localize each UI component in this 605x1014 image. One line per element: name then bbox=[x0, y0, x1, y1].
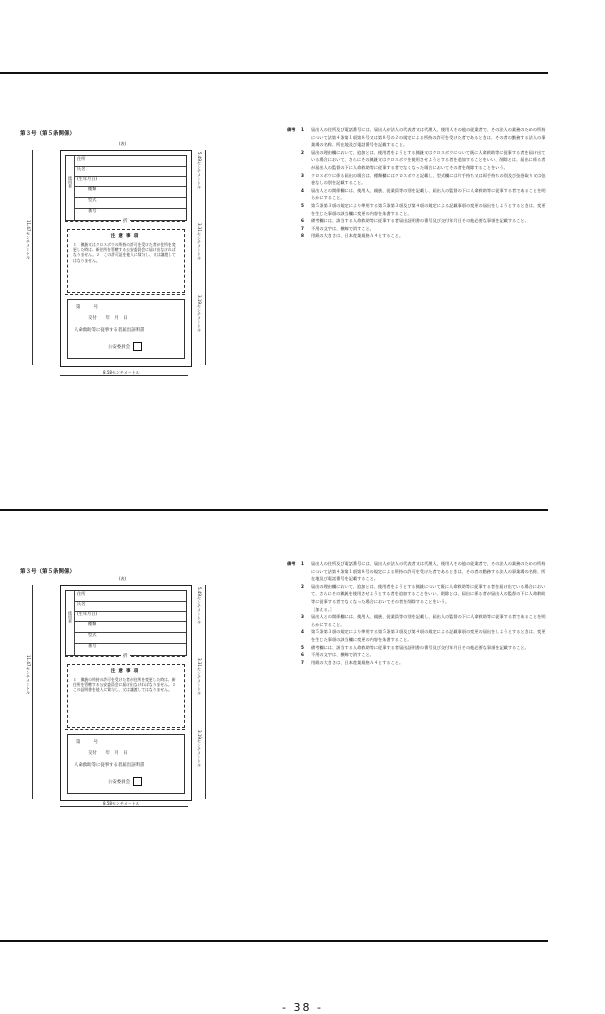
dim-right-2: 3.31センチメートル bbox=[197, 658, 202, 695]
notice-text: １ 猟銃又はクロスボウの所持の許可を受けた者が住所を変更した時は、新住所を管轄する公安委員会に届け出なければなりません。２ この許可証を他人に貸与し、又は譲渡してはなりません。 bbox=[73, 242, 176, 263]
form-label: 第３号（第５条関係） bbox=[20, 569, 76, 575]
dim-height-label: 11.47センチメートル bbox=[26, 220, 31, 260]
cert-title: 人命救助等に従事する者届出証明書 bbox=[74, 328, 145, 333]
remark-text: 不用の文字は、横線で消すこと。 bbox=[311, 225, 374, 231]
cert-number: 第 号 bbox=[76, 305, 98, 310]
remark-item bbox=[301, 560, 549, 583]
bottom-rule bbox=[0, 940, 548, 942]
remark-text: ［加える。］ bbox=[311, 606, 335, 612]
row-address: 住所 bbox=[74, 156, 186, 167]
cert-issue-date: 交付 年 月 日 bbox=[88, 751, 128, 756]
row-name: 氏名 bbox=[74, 166, 186, 177]
remark-number: 8 bbox=[301, 233, 304, 239]
remark-number: 1 bbox=[301, 561, 304, 566]
remark-number: 5 bbox=[301, 644, 304, 650]
remark-text: クロスボウに係る届出の場合は、種類欄にはクロスボウと記載し、型式欄には片手持ち又は両手持ちの別及び弦巻取り又は弦巻なしの別を記載すること。 bbox=[311, 172, 546, 186]
remark-text: 用紙の大きさは、日本産業規格Ａ４とすること。 bbox=[311, 659, 404, 665]
remark-text: 用紙の大きさは、日本産業規格Ａ４とすること。 bbox=[311, 233, 404, 239]
remarks-list bbox=[301, 560, 549, 666]
fold-line: 折 bbox=[65, 221, 185, 222]
row-number: 番号 bbox=[88, 208, 97, 213]
remark-number: 4 bbox=[301, 187, 304, 193]
side-label: 使用者 bbox=[68, 176, 73, 188]
remark-text: 届出人の住所及び電話番号には、届出人が法人の代表者又は代理人、使用人その他の従業者で、その法人の業務のための所持について法第４条第１項第８号の規定による所持の許可を受けた者であるときは、その者の勤務する法人の事業場の名称、所在地及び電話番号を記載すること。 bbox=[311, 561, 546, 582]
remark-item bbox=[301, 651, 549, 659]
certificate-card bbox=[60, 576, 192, 801]
fold-line: 折 bbox=[65, 656, 185, 657]
notice-box bbox=[67, 664, 185, 728]
remarks-head: 備考 bbox=[287, 127, 296, 132]
dim-height-label: 11.47センチメートル bbox=[26, 655, 31, 695]
remark-item bbox=[301, 613, 549, 628]
remark-text: 備考欄には、該当する人命救助等に従事する者届出証明書の番号及び交付年月日その他必要な事項を記載すること。 bbox=[311, 218, 529, 224]
remark-text: 届出人との関係欄には、使用人、親族、従業員等の別を記載し、届出人の監督の下に人命救助等に従事する者であることを明らかにすること。 bbox=[311, 187, 546, 201]
dim-right-2: 3.31センチメートル bbox=[197, 223, 202, 260]
dim-height-line bbox=[32, 585, 33, 799]
notice-title: 注意事項 bbox=[110, 669, 142, 674]
remark-item bbox=[301, 644, 549, 652]
seal-icon bbox=[133, 777, 142, 786]
remark-text: 第５条第３項の規定により準用する第５条第３項及び第４項の規定による記載事項の変更の届出をしようとするときは、変更を生じた事項の該当欄に変更の内容を朱書すること。 bbox=[311, 202, 546, 216]
notice-text: １ 猟銃の所持の許可を受けた者が住所を変更した時は、新住所を管轄する公安委員会に届け出なければなりません。２ この証明書を他人に貸与し、又は譲渡してはなりません。 bbox=[73, 677, 180, 693]
remark-text: 不用の文字は、横線で消すこと。 bbox=[311, 652, 374, 658]
row-address: 住所 bbox=[74, 591, 186, 602]
dim-right-1: 5.49センチメートル bbox=[197, 587, 202, 624]
remark-number: 1 bbox=[301, 127, 304, 132]
remark-item bbox=[301, 628, 549, 643]
dim-right-1: 5.49センチメートル bbox=[197, 152, 202, 189]
remark-number: 2 bbox=[301, 583, 304, 589]
front-mark: (表) bbox=[119, 141, 127, 146]
remark-number: 2 bbox=[301, 149, 304, 155]
cert-title: 人命救助等に従事する者届出証明書 bbox=[74, 763, 145, 768]
applicant-table bbox=[65, 590, 187, 656]
row-type: 種類 bbox=[74, 621, 186, 633]
cert-issuer: 公安委員会 bbox=[108, 777, 142, 786]
remark-number: 7 bbox=[301, 659, 304, 665]
cert-issue-date: 交付 年 月 日 bbox=[88, 316, 128, 321]
row-birthdate: (生年月日) bbox=[74, 176, 186, 187]
remarks-head: 備考 bbox=[287, 561, 296, 566]
dim-right-3: 3.19センチメートル bbox=[197, 295, 202, 332]
remark-text: 備考欄には、該当する人命救助等に従事する者届出証明書の番号及び交付年月日その他必要な事項を記載すること。 bbox=[311, 644, 529, 650]
remark-text: 第５条第３項の規定により準用する第５条第３項及び第４項の規定による記載事項の変更の届出をしようとするときは、変更を生じた事項の該当欄に変更の内容を朱書すること。 bbox=[311, 629, 546, 642]
remark-item bbox=[301, 659, 549, 667]
remark-item bbox=[301, 583, 549, 606]
remark-number: 6 bbox=[301, 218, 304, 224]
remark-number: 3 bbox=[301, 614, 304, 620]
row-type: 種類 bbox=[74, 186, 186, 198]
remark-text: 届出人との関係欄には、使用人、親族、従業員等の別を記載し、届出人の監督の下に人命救助等に従事する者であることを明らかにすること。 bbox=[311, 614, 546, 627]
cert-issuer: 公安委員会 bbox=[108, 342, 142, 351]
remark-number: 4 bbox=[301, 629, 304, 635]
remarks-block bbox=[287, 560, 549, 800]
remark-number: 5 bbox=[301, 202, 304, 208]
row-number: 番号 bbox=[88, 643, 97, 648]
remark-number: 7 bbox=[301, 225, 304, 231]
dim-width-label: 8.58センチメートル bbox=[103, 370, 140, 375]
row-birthdate: (生年月日) bbox=[74, 611, 186, 622]
remark-number: 6 bbox=[301, 652, 304, 658]
row-model: 型式 bbox=[74, 197, 186, 209]
dim-right-3: 3.19センチメートル bbox=[197, 730, 202, 767]
row-model: 型式 bbox=[74, 632, 186, 644]
remark-text: 届出の理由欄において、追加とは、使用者をようとする猟銃について既に人命救助等に従事する者を届け出ている場合において、さらにその猟銃を使用させようとする者を追加することをいい、削除とは、届出に係る者が届出人の監督の下に人命救助等に従事する者でなくなった場合においてその者を削除することをいう。 bbox=[311, 583, 546, 604]
remark-text: 届出人の住所及び電話番号には、届出人が法人の代表者又は代理人、使用人その他の従業者で、その法人の業務のための所持について法第４条第１項第８号又は第８号の２の規定による所持の許可を受けた者であるときは、その者の勤務する法人の事業場の名称、所在地及び電話番号を記載すること。 bbox=[311, 127, 546, 148]
remark-text: 届出の理由欄において、追加とは、使用者をようとする猟銃又はクロスボウについて既に人命救助等に従事する者を届け出ている場合において、さらにその猟銃又はクロスボウを使用させようとする者を追加することをいい、削除とは、届出に係る者が届出人の監督の下に人命救助等に従事する者でなくなった場合においてその者を削除することをいう。 bbox=[311, 149, 546, 170]
dim-right-line bbox=[205, 585, 206, 799]
cert-box bbox=[67, 734, 185, 794]
row-name: 氏名 bbox=[74, 601, 186, 612]
notice-title: 注意事項 bbox=[110, 234, 142, 239]
remark-item bbox=[301, 606, 549, 614]
front-mark: (表) bbox=[119, 576, 127, 581]
cert-number: 第 号 bbox=[76, 740, 98, 745]
remark-number: 3 bbox=[301, 172, 304, 178]
side-label: 使用者 bbox=[68, 611, 73, 623]
form-label: 第３号（第５条関係） bbox=[20, 131, 76, 137]
fold-line-2 bbox=[65, 729, 185, 730]
page-number: - 38 - bbox=[282, 1001, 323, 1014]
dim-width-label: 8.58センチメートル bbox=[103, 801, 140, 806]
